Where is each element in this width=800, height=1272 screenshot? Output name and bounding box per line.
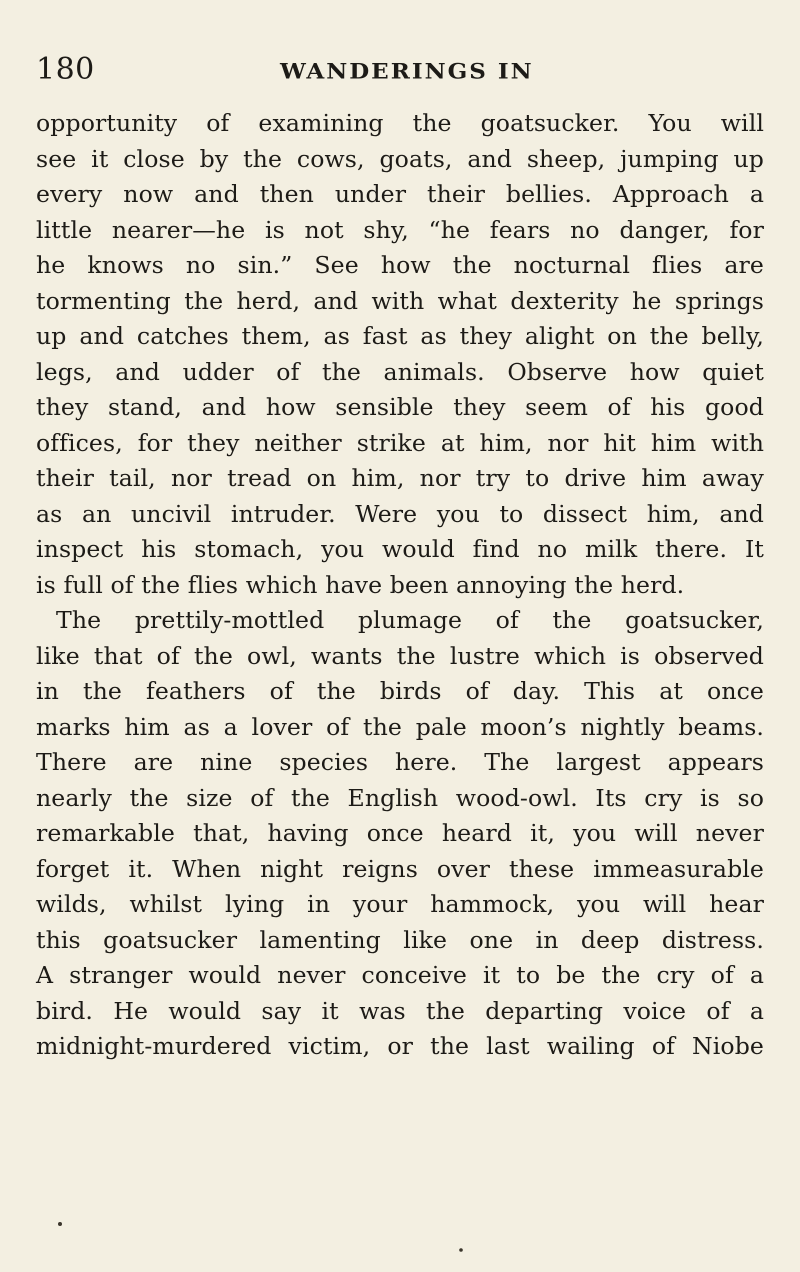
text-line: this goatsucker lamenting like one in deep distress. <box>36 925 764 954</box>
text-line: see it close by the cows, goats, and sheep, jumping up <box>36 144 764 173</box>
text-line: they stand, and how sensible they seem of his good <box>36 393 764 421</box>
text-line: is full of the flies which have been annoying the herd. <box>36 570 685 599</box>
text-line: A stranger would never conceive it to be the cry of a <box>36 961 764 989</box>
text-line: midnight-murdered victim, or the last wailing of Niobe <box>36 1032 764 1060</box>
text-line: legs, and udder of the animals. Observe how quiet <box>36 357 764 386</box>
text-line: nearly the size of the English wood-owl. Its cry is so <box>36 783 764 812</box>
text-line: like that of the owl, wants the lustre which is observed <box>36 641 764 670</box>
text-line: marks him as a lover of the pale moon’s nightly beams. <box>36 712 764 741</box>
page-header <box>36 50 764 90</box>
text-line: every now and then under their bellies. Approach a <box>36 180 764 208</box>
page-number: 180 <box>36 52 95 87</box>
text-line: forget it. When night reigns over these immeasurable <box>36 854 764 883</box>
text-line: offices, for they neither strike at him, nor hit him with <box>36 428 764 457</box>
text-line: The prettily-mottled plumage of the goatsucker, <box>56 606 764 634</box>
text-line: their tail, nor tread on him, nor try to drive him away <box>36 464 764 492</box>
text-line: he knows no sin.” See how the nocturnal flies are <box>36 251 764 279</box>
running-head: WANDERINGS IN <box>280 59 534 84</box>
text-line: remarkable that, having once heard it, you will never <box>36 819 764 847</box>
text-line: up and catches them, as fast as they alight on the belly, <box>36 322 764 350</box>
text-line: little nearer—he is not shy, “he fears no danger, for <box>36 215 764 244</box>
ink-speck <box>58 1222 62 1226</box>
text-line: inspect his stomach, you would find no milk there. It <box>36 535 764 563</box>
body-text <box>36 106 764 1065</box>
text-line: wilds, whilst lying in your hammock, you will hear <box>36 890 764 918</box>
text-line: as an uncivil intruder. Were you to dissect him, and <box>36 499 764 528</box>
text-line: in the feathers of the birds of day. This at once <box>36 677 764 705</box>
text-line: opportunity of examining the goatsucker. You will <box>36 109 764 137</box>
text-line: There are nine species here. The largest appears <box>36 748 764 776</box>
text-line: tormenting the herd, and with what dexterity he springs <box>36 286 764 315</box>
ink-speck <box>459 1248 463 1252</box>
text-line: bird. He would say it was the departing voice of a <box>36 996 764 1025</box>
